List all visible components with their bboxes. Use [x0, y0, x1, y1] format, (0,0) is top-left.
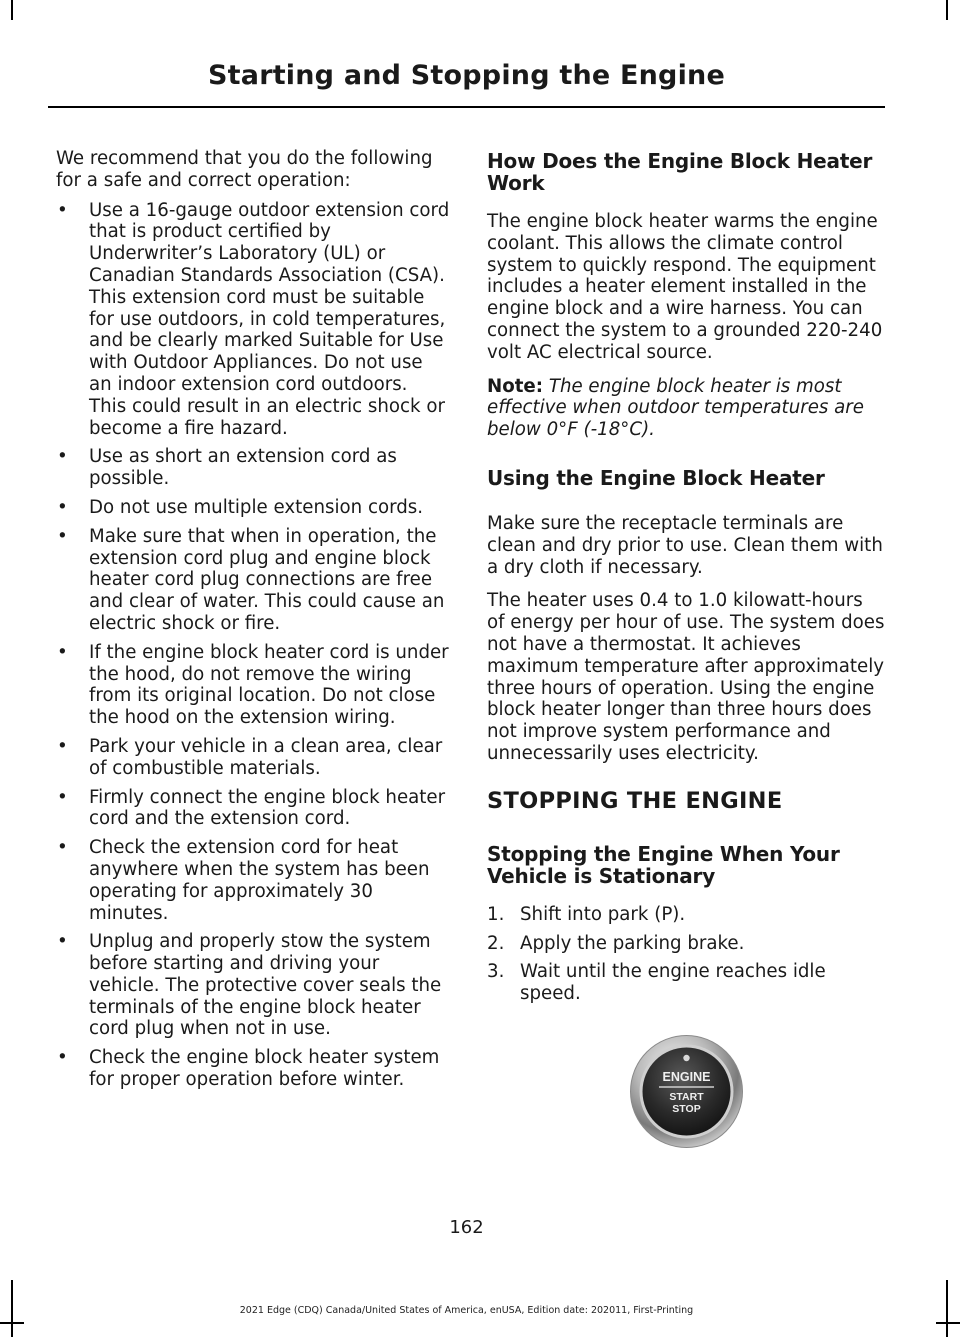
list-item-text: Make sure that when in operation, the extension cord plug and engine block heater cord plug connections are free and clear of water. This could cause an electric shock or fire. [89, 525, 445, 634]
note-text: The engine block heater is most effective when outdoor temperatures are below 0°F (-18°C). [487, 375, 864, 441]
bullet-mark: • [57, 199, 68, 221]
list-item-text: Check the engine block heater system for proper operation before winter. [89, 1047, 440, 1091]
paragraph-using-heater-2: The heater uses 0.4 to 1.0 kilowatt-hours of energy per hour of use. The system does not have a thermostat. It achieves maximum temperature after approximately three hours of operation. Using the engine block heater longer than three hours does not improve system performance and unnecessarily uses electricity. [487, 590, 885, 764]
steps-list [487, 904, 885, 1005]
bullet-mark: • [57, 1047, 68, 1069]
header-rule [48, 106, 885, 108]
precaution-list [56, 200, 450, 1091]
list-item-text: Unplug and properly stow the system before starting and driving your vehicle. The protective cover seals the terminals of the engine block heater cord plug when not in use. [89, 931, 442, 1040]
crop-mark-top-right-vertical [946, 0, 948, 20]
list-item [56, 497, 450, 519]
step-number: 3. [487, 961, 505, 983]
step-item [487, 933, 885, 955]
note-paragraph [487, 376, 885, 441]
heading-using-heater: Using the Engine Block Heater [487, 465, 825, 490]
svg-text:START: START [669, 1091, 704, 1103]
list-item-text: Use a 16-gauge outdoor extension cord that is product certified by Underwriter’s Laboratory (UL) or Canadian Standards Association (CSA). This extension cord must be suitable for use outdoors, in cold temperatures, and be clearly marked Suitable for Use with Outdoor Appliances. Do not use an indoor extension cord outdoors. This could result in an electric shock or become a fire hazard. [89, 199, 450, 439]
list-item-text: Check the extension cord for heat anywhere when the system has been operating for approximately 30 minutes. [89, 837, 430, 924]
note-label: Note: [487, 375, 544, 397]
step-item [487, 961, 885, 1005]
list-item-text: If the engine block heater cord is under the hood, do not remove the wiring from its original location. Do not close the hood on the extension wiring. [89, 641, 449, 729]
section-title-stopping-engine: STOPPING THE ENGINE [487, 787, 783, 814]
list-item-text: Do not use multiple extension cords. [89, 496, 424, 518]
page-header-title: Starting and Stopping the Engine [208, 60, 725, 91]
step-text: Apply the parking brake. [520, 932, 745, 954]
crop-mark-bottom-right-horizontal [936, 1322, 960, 1324]
crop-mark-top-left-vertical [11, 0, 13, 20]
bullet-mark: • [57, 735, 68, 757]
footer-edition-info: 2021 Edge (CDQ) Canada/United States of America, enUSA, Edition date: 202011, First-Printing [239, 1305, 694, 1316]
list-item [56, 446, 450, 490]
step-number: 1. [487, 903, 505, 925]
step-text: Shift into park (P). [520, 903, 686, 925]
list-item [56, 526, 450, 635]
bullet-mark: • [57, 931, 68, 953]
paragraph-how-heater-works: The engine block heater warms the engine coolant. This allows the climate control system to quickly respond. The equipment includes a heater element installed in the engine block and a wire harness. You can connect the system to a grounded 220-240 volt AC electrical source. [487, 211, 883, 363]
svg-text:ENGINE: ENGINE [662, 1070, 711, 1084]
paragraph-using-heater-1: Make sure the receptacle terminals are clean and dry prior to use. Clean them with a dry cloth if necessary. [487, 512, 883, 578]
list-item [56, 736, 450, 780]
page-number: 162 [449, 1217, 484, 1238]
list-item [56, 200, 450, 440]
step-number: 2. [487, 932, 505, 954]
engine-start-stop-button-illustration [629, 1034, 744, 1149]
list-item [56, 787, 450, 831]
bullet-mark: • [57, 496, 68, 518]
bullet-mark: • [57, 786, 68, 808]
bullet-mark: • [57, 837, 68, 859]
crop-mark-bottom-left-horizontal [0, 1322, 24, 1324]
left-column [56, 148, 450, 1098]
step-text: Wait until the engine reaches idle speed. [520, 961, 826, 1005]
list-item-text: Use as short an extension cord as possible. [89, 446, 397, 490]
list-item [56, 642, 450, 729]
step-item [487, 904, 885, 926]
list-item-text: Firmly connect the engine block heater cord and the extension cord. [89, 786, 446, 830]
intro-paragraph: We recommend that you do the following for a safe and correct operation: [56, 148, 433, 191]
heading-how-heater-works: How Does the Engine Block Heater Work [487, 149, 873, 195]
engine-start-stop-icon [629, 1034, 744, 1149]
right-column [487, 148, 885, 1012]
list-item [56, 1047, 450, 1091]
list-item [56, 837, 450, 924]
bullet-mark: • [57, 446, 68, 468]
crop-mark-bottom-right-vertical [946, 1280, 948, 1337]
svg-text:STOP: STOP [672, 1103, 701, 1115]
list-item-text: Park your vehicle in a clean area, clear of combustible materials. [89, 735, 443, 779]
list-item [56, 931, 450, 1040]
heading-stopping-stationary: Stopping the Engine When Your Vehicle is Stationary [487, 841, 840, 888]
bullet-mark: • [57, 525, 68, 547]
bullet-mark: • [57, 641, 68, 663]
